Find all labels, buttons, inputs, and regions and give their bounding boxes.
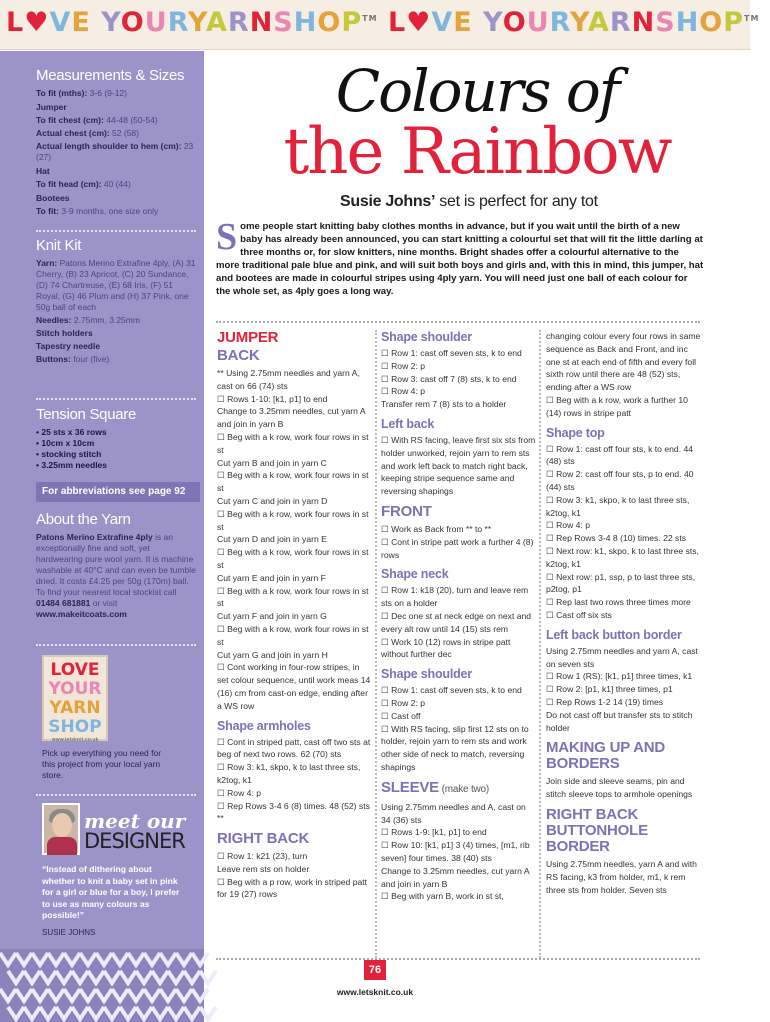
divider <box>36 794 196 796</box>
knit-kit-list <box>36 258 196 365</box>
pattern-step: ☐ Work as Back from ** to ** <box>381 523 492 534</box>
pattern-step: Cut yarn G and join in yarn H <box>217 649 328 660</box>
row-label: Tapestry needle <box>36 341 101 351</box>
knit-stitch <box>176 953 192 965</box>
knit-stitch <box>56 971 72 983</box>
knit-stitch <box>96 953 112 965</box>
knit-stitch <box>136 1007 152 1019</box>
yarn-brand: Patons Merino Extrafine 4ply <box>36 532 153 542</box>
pattern-step: ☐ Rows 1-9: [k1, p1] to end <box>381 827 487 838</box>
pattern-step: ☐ Dec one st at neck edge on next and every alt row until 14 (15) sts rem <box>381 610 532 634</box>
row-value: 2.75mm, 3.25mm <box>73 315 140 325</box>
divider <box>36 230 196 232</box>
knit-stitch <box>48 953 64 965</box>
pattern-step: ☐ Beg with a k row, work four rows in st st <box>217 547 369 570</box>
pattern-step: changing colour every four rows in same sequence as Back and Front, and inc one st at each end of fifth and every foll sixth row until there are 48 (52) sts, ending after a WS row <box>546 331 701 393</box>
knit-stitch <box>120 971 136 983</box>
sidebar-row <box>36 315 196 326</box>
pattern-step: ☐ Work 10 (12) rows in stripe patt without further dec <box>381 636 511 660</box>
pattern-step: ☐ Row 1: k18 (20), turn and leave rem sts on a holder <box>381 585 529 609</box>
section-heading: Shape top <box>546 425 605 440</box>
pattern-step: Cut yarn E and join in yarn F <box>217 572 326 583</box>
pattern-column-2 <box>381 330 536 903</box>
row-value: 44-48 (50-54) <box>106 115 158 125</box>
row-value: 3-9 months, one size only <box>61 206 159 216</box>
sidebar <box>0 51 204 1022</box>
section-heading: Shape shoulder <box>381 667 472 682</box>
pattern-step: ☐ Beg with a k row, work four rows in st st <box>217 431 369 455</box>
knit-stitch <box>152 1007 168 1019</box>
sidebar-row <box>36 341 196 352</box>
pattern-step: ☐ With RS facing, leave first six sts from holder unworked, rejoin yarn to rem sts and work left back to match right back, keeping stripe sequence same and reversing shapings <box>381 434 536 497</box>
banner-text: L♥VE YOURYARNSHOP™ L♥VE YOURYARNSHOP™ <box>6 7 760 38</box>
sidebar-row <box>36 193 196 204</box>
row-value: Patons Merino Extrafine 4ply, (A) 31 Cherry, (B) 23 Apricot, (C) 20 Sundance, (D) 74 Chartreuse, (E) 68 Iris, (F) 51 Royal, (G) 46 Plum and (H) 37 Pink, one 50g ball of each <box>36 258 196 312</box>
pattern-step: ☐ Rep Rows 1-2 14 (19) times <box>546 696 664 707</box>
sidebar-row <box>36 128 196 139</box>
title-line-2: the Rainbow <box>283 115 671 189</box>
knit-stitch <box>96 989 112 1001</box>
pattern-step: ☐ Row 4: p <box>546 520 591 531</box>
pattern-step: ☐ Next row: p1, ssp, p to last three sts, p2tog, p1 <box>546 571 696 595</box>
row-label: To fit chest (cm): <box>36 115 107 125</box>
stockist-website[interactable]: www.makeitcoats.com <box>36 609 127 619</box>
about-yarn-section <box>36 511 196 620</box>
section-heading: Left back button border <box>546 627 682 642</box>
knit-stitch <box>8 1007 24 1019</box>
section-heading: Shape neck <box>381 567 449 582</box>
knit-stitch <box>0 953 16 965</box>
tension-item: • 10cm x 10cm <box>36 438 95 448</box>
pattern-step: ☐ Row 2: p <box>381 697 426 708</box>
abbreviations-note: For abbreviations see page 92 <box>36 482 200 502</box>
title-line-1: Colours of <box>335 57 619 125</box>
designer-label: DESIGNER <box>84 829 185 853</box>
row-value: 52 (58) <box>112 128 139 138</box>
section-heading: FRONT <box>381 502 432 520</box>
pattern-step: Leave rem sts on holder <box>217 863 310 874</box>
row-label: To fit head (cm): <box>36 179 104 189</box>
tension-item: • 3.25mm needles <box>36 460 108 470</box>
byline-name: Susie Johns’ <box>340 193 436 210</box>
sidebar-row <box>36 102 196 113</box>
knit-stitch <box>192 989 208 1001</box>
row-label: Buttons: <box>36 354 74 364</box>
pattern-step: ☐ Row 4: p <box>217 787 262 798</box>
tension-item: • stocking stitch <box>36 449 102 459</box>
pattern-step: ☐ Row 10: [k1, p1] 3 (4) times, [m1, rib seven] four times. 38 (40) sts <box>381 840 530 863</box>
measurements-list <box>36 88 196 217</box>
pattern-step: Cut yarn C and join in yarn D <box>217 495 328 506</box>
pattern-step: Transfer rem 7 (8) sts to a holder <box>381 399 507 410</box>
pattern-step: ☐ Beg with a k row, work four rows in st st <box>217 508 369 532</box>
pattern-step: ** Using 2.75mm needles and yarn A, cast on 66 (74) sts <box>217 368 360 391</box>
row-label: Needles: <box>36 315 74 325</box>
pattern-step: ☐ Rep last two rows three times more <box>546 597 691 608</box>
divider <box>216 321 700 323</box>
pattern-step: ☐ Row 4: p <box>381 386 426 397</box>
knit-stitch <box>112 953 128 965</box>
column-divider <box>375 330 377 958</box>
section-heading: SLEEVE (make two) <box>381 778 490 796</box>
knit-stitch <box>136 971 152 983</box>
pattern-step: ☐ Row 3: k1, skpo, k to last three sts, k2tog, k1 <box>217 762 361 785</box>
pattern-step: Cut yarn D and join in yarn E <box>217 534 327 545</box>
knit-stitch <box>0 989 16 1001</box>
pattern-step: ☐ Rep Rows 3-4 8 (10) times. 22 sts <box>546 533 687 544</box>
row-label: Bootees <box>36 193 70 203</box>
intro-text: ome people start knitting baby clothes months in advance, but if you wait until the birth of a new baby has already been announced, you can start knitting a colourful set that will fit the little darling at three months or, for slow knitters, nine months. Bright shades offer a colourful alternative to the more traditional pale blue and pink, and will suit both boys and girls and, with this in mind, this jumper, hat and bootees are made in colourful stripes using 4ply yarn. You will need just one ball of each colour for the whole set, as 4ply goes a long way. <box>216 221 704 297</box>
knit-stitch <box>168 1007 184 1019</box>
knit-stitch <box>16 953 32 965</box>
knit-stitch <box>144 989 160 1001</box>
section-heading: BACK <box>217 347 260 364</box>
article-title <box>204 57 750 189</box>
knit-stitch <box>128 989 144 1001</box>
pattern-step: Change to 3.25mm needles, cut yarn A and join in yarn B <box>217 406 366 430</box>
knit-stitch <box>40 1007 56 1019</box>
knit-stitch <box>8 971 24 983</box>
divider <box>216 958 700 960</box>
row-label: Actual chest (cm): <box>36 128 113 138</box>
pattern-step: ☐ Beg with a k row, work four rows in st st <box>217 623 369 647</box>
knit-stitch <box>184 971 200 983</box>
sidebar-row <box>36 206 196 217</box>
knit-stitch <box>104 1007 120 1019</box>
sidebar-row <box>36 141 196 163</box>
row-value: 3-6 (9-12) <box>89 88 127 98</box>
knit-stitch <box>88 971 104 983</box>
knit-stitch <box>32 989 48 1001</box>
knit-stitch <box>72 971 88 983</box>
pattern-step: Join side and sleeve seams, pin and stitch sleeve tops to armhole openings <box>546 776 693 800</box>
row-label: To fit: <box>36 206 62 216</box>
pattern-step: ☐ Row 3: cast off 7 (8) sts, k to end <box>381 373 517 384</box>
sidebar-row <box>36 328 196 339</box>
pattern-step: Using 2.75mm needles and yarn A, cast on seven sts <box>546 645 698 669</box>
pattern-step: Cut yarn F and join in yarn G <box>217 611 327 622</box>
tension-list <box>36 427 196 471</box>
pattern-step: ☐ Cont working in four-row stripes, in set colour sequence, until work meas 14 (16) cm from cast-on edge, ending after a WS row <box>217 662 371 711</box>
pattern-step: Change to 3.25mm needles, cut yarn A and join in yarn B <box>381 865 530 889</box>
pattern-step: ☐ Row 3: k1, skpo, k to last three sts, k2tog, k1 <box>546 494 690 518</box>
knit-stitch <box>200 1007 216 1019</box>
pattern-column-1 <box>217 330 372 901</box>
pattern-step: ☐ Next row: k1, skpo, k to last three sts, k2tog, k1 <box>546 545 699 569</box>
knit-stitch <box>160 989 176 1001</box>
row-label: Actual length shoulder to hem (cm): <box>36 141 184 151</box>
designer-name: SUSIE JOHNS <box>42 928 96 937</box>
pattern-column-3 <box>546 330 701 896</box>
stockist-phone: 01484 681881 <box>36 598 91 608</box>
pattern-step: ☐ Row 1: cast off seven sts, k to end <box>381 348 522 358</box>
about-yarn-heading: About the Yarn <box>36 511 131 528</box>
sidebar-row <box>36 88 196 99</box>
footer-website[interactable]: www.letsknit.co.uk <box>336 987 414 997</box>
knit-stitch <box>192 953 208 965</box>
row-label: Hat <box>36 166 50 176</box>
measurements-heading: Measurements & Sizes <box>36 67 185 84</box>
knit-stitch <box>144 953 160 965</box>
knit-kit-heading: Knit Kit <box>36 237 82 254</box>
row-value: 40 (44) <box>103 179 131 189</box>
sidebar-row <box>36 179 196 190</box>
or-visit: or visit <box>92 598 118 608</box>
knit-stitch <box>184 1007 200 1019</box>
knit-stitch <box>64 953 80 965</box>
tension-item: • 25 sts x 36 rows <box>36 427 107 437</box>
meet-our-label: meet our <box>84 809 186 833</box>
knit-stitch <box>168 971 184 983</box>
knit-stitch <box>56 1007 72 1019</box>
row-value: four (five) <box>73 354 110 364</box>
pattern-step: ☐ Cont in striped patt, cast off two sts at beg of next two rows. 62 (70) sts <box>217 736 371 760</box>
pattern-step: ☐ Rep Rows 3-4 6 (8) times. 48 (52) sts ** <box>217 800 370 824</box>
section-heading: JUMPER <box>217 329 279 346</box>
knit-stitch <box>104 971 120 983</box>
knit-stitch <box>64 989 80 1001</box>
knit-stitch <box>32 953 48 965</box>
sidebar-row <box>36 354 196 365</box>
divider <box>36 398 196 400</box>
divider <box>36 644 196 646</box>
pattern-step: ☐ Beg with a k row, work a further 10 (14) rows in stripe patt <box>546 394 688 418</box>
section-heading: RIGHT BACK <box>217 830 310 848</box>
pattern-step: Using 2.75mm needles, yarn A and with RS facing, k3 from holder, m1, k rem three sts from holder. Seven sts <box>546 858 697 895</box>
yarn-description: is an exceptionally fine and soft, yet hardwearing pure wool yarn. It is machine washable at 40°C and can even be tumble dried. It costs £4.25 per 50g (170m) ball. To find your nearest local stockist call <box>36 532 196 597</box>
row-label: Jumper <box>36 102 67 112</box>
pattern-step: ☐ Row 2: p <box>381 360 426 371</box>
knit-stitch <box>112 989 128 1001</box>
about-yarn-text <box>36 532 196 620</box>
sidebar-row <box>36 166 196 177</box>
pattern-step: ☐ Beg with a p row, work in striped patt for 19 (27) rows <box>217 876 368 900</box>
pattern-step: ☐ Cast off <box>381 710 421 721</box>
knit-stitch <box>152 971 168 983</box>
row-label: Yarn: <box>36 258 60 268</box>
knit-stitch <box>176 989 192 1001</box>
pattern-step: ☐ Row 1: cast off four sts, k to end. 44 (48) sts <box>546 443 694 467</box>
byline <box>340 193 598 211</box>
knit-stitch <box>24 1007 40 1019</box>
knit-stitch <box>80 989 96 1001</box>
row-label: To fit (mths): <box>36 88 90 98</box>
row-label: Stitch holders <box>36 328 93 338</box>
page-number: 76 <box>364 960 386 980</box>
byline-rest: set is perfect for any tot <box>439 193 598 210</box>
sidebar-row <box>36 258 196 313</box>
column-divider <box>539 330 541 958</box>
knit-stitch <box>80 953 96 965</box>
knit-stitch <box>88 1007 104 1019</box>
section-heading: Left back <box>381 416 435 431</box>
pattern-step: Cut yarn B and join in yarn C <box>217 457 327 468</box>
sidebar-row <box>36 115 196 126</box>
pattern-step: Do not cast off but transfer sts to stitch holder <box>546 709 693 733</box>
measurements-section <box>36 67 196 219</box>
knit-kit-section <box>36 237 196 367</box>
pattern-step: ☐ Row 2: cast off four sts, p to end. 40 (44) sts <box>546 469 694 492</box>
section-heading: Shape armholes <box>217 718 311 733</box>
pattern-step: ☐ Rows 1-10: [k1, p1] to end <box>217 393 328 404</box>
knit-stitch <box>40 971 56 983</box>
knit-stitch <box>160 953 176 965</box>
pattern-step: ☐ Cont in stripe patt work a further 4 (8) rows <box>381 536 534 560</box>
top-banner <box>0 0 760 50</box>
section-heading: MAKING UP AND BORDERS <box>546 739 666 773</box>
pattern-step: ☐ Beg with a k row, work four rows in st st <box>217 470 369 494</box>
pattern-step: ☐ Row 1: cast off seven sts, k to end <box>381 685 522 696</box>
designer-quote: “Instead of dithering about whether to knit a baby set in pink for a girl or blue for a boy, I prefer to use as many colours as possible!” <box>42 864 180 920</box>
knit-pattern-decoration <box>0 949 204 1022</box>
pattern-step: Using 2.75mm needles and A, cast on 34 (36) sts <box>381 801 526 825</box>
knit-stitch <box>200 971 216 983</box>
row-value: 23 (27) <box>36 141 194 162</box>
pattern-step: ☐ Row 2: [p1, k1] three times, p1 <box>546 684 673 695</box>
knit-stitch <box>16 989 32 1001</box>
drop-cap: S <box>216 216 238 258</box>
tension-heading: Tension Square <box>36 406 137 423</box>
pattern-step: ☐ Beg with a k row, work four rows in st st <box>217 585 369 609</box>
knit-stitch <box>48 989 64 1001</box>
designer-avatar <box>42 803 80 855</box>
section-heading: RIGHT BACK BUTTONHOLE BORDER <box>546 805 648 855</box>
knit-stitch <box>128 953 144 965</box>
tension-section <box>36 406 196 471</box>
knit-stitch <box>24 971 40 983</box>
pattern-step: ☐ Row 1: k21 (23), turn <box>217 851 308 862</box>
knit-stitch <box>120 1007 136 1019</box>
pattern-step: ☐ Beg with yarn B, work in st st, <box>381 891 504 902</box>
pickup-text: Pick up everything you need for this project from your local yarn store. <box>42 748 162 780</box>
pattern-step: ☐ With RS facing, slip first 12 sts on to holder, rejoin yarn to rem sts and work other side of neck to match, reversing shapings <box>381 723 529 772</box>
knit-stitch <box>72 1007 88 1019</box>
section-heading: Shape shoulder <box>381 330 472 344</box>
love-your-yarn-shop-logo: LOVE YOUR YARN SHOP www.letsknit.co.uk <box>42 655 108 741</box>
intro-paragraph <box>216 216 704 298</box>
pattern-step: ☐ Row 1 (RS): [k1, p1] three times, k1 <box>546 671 693 682</box>
pattern-step: ☐ Cast off six sts <box>546 609 612 620</box>
